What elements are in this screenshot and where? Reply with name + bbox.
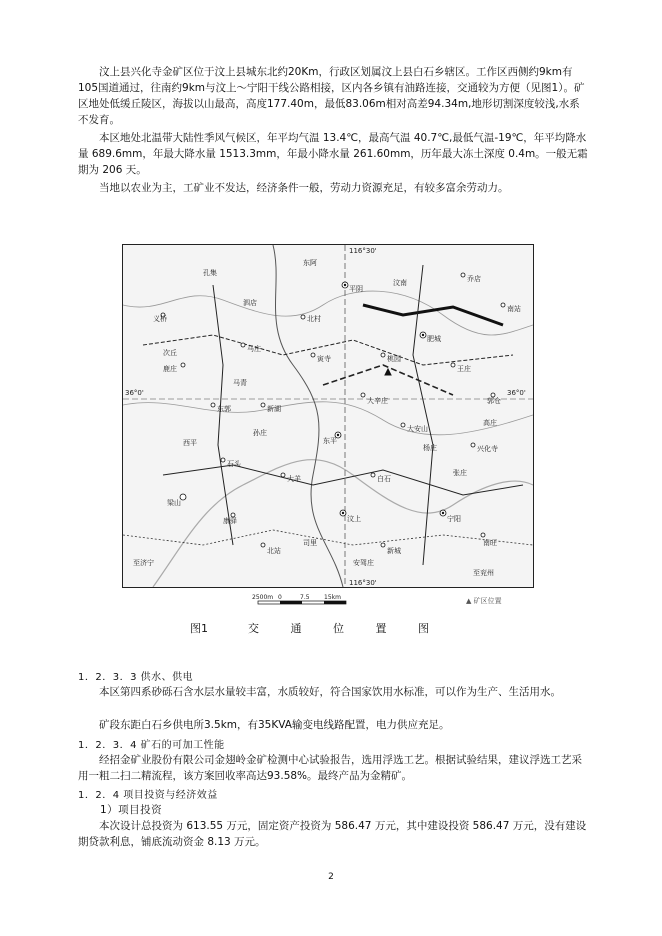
map-place-label: 大安山 [407,425,428,433]
map-place-label: 孙庄 [253,429,267,437]
map-place-label: 新湖 [267,405,281,413]
map-place-label: 司里 [303,539,317,547]
section-heading-ore-processing: 1．2．3．4 矿石的可加工性能 [78,740,225,751]
map-place-label: 杨庄 [423,444,437,452]
intro-paragraph-3: 当地以农业为主，工矿业不发达，经济条件一般，劳动力资源充足，有较多富余劳动力。 [99,182,509,194]
map-place-label: 西平 [183,439,197,447]
scale-label-2: 0 [278,594,282,601]
map-legend [466,596,502,606]
coord-top: 116°30' [349,247,377,255]
map-place-label: 王庄 [457,365,471,373]
map-place-label: 义桥 [153,315,167,323]
scale-label-1: 2500m [252,594,274,601]
map-place-label: 乔店 [467,275,481,283]
page-number: 2 [328,872,334,882]
map-place-label: 鹿庄 [163,365,177,373]
figure-label: 图1 [190,622,208,635]
map-place-label: 安驾庄 [353,559,374,567]
subheading-investment: 1）项目投资 [100,804,163,816]
map-place-label: 汶南 [393,279,407,287]
map-place-label: 次丘 [163,349,177,357]
map-place-label: 北村 [307,315,321,323]
map-place-label: 郭仓 [487,397,501,405]
map-place-label: 东平 [323,437,337,445]
coord-right: 36°0' [507,389,526,397]
intro-paragraph-2: 本区地处北温带大陆性季风气候区，年平均气温 13.4℃，最高气温 40.7℃,最低气温-19℃，年平均降水量 689.6mm，年最大降水量 1513.3mm，年最小降水量 261.60mm，历年最大冻土深度 0.4m。一般无霜期为 206 天。 [78,132,588,176]
map-place-label: 梁山 [167,499,181,507]
mine-location-marker [385,369,391,375]
water-supply-paragraph: 本区第四系砂砾石含水层水量较丰富，水质较好，符合国家饮用水标准，可以作为生产、生活用水。 [99,686,561,698]
map-place-label: 平阴 [349,285,363,293]
section-heading-investment: 1．2．4 项目投资与经济效益 [78,790,218,801]
map-place-label: 至兖州 [473,569,494,577]
map-place-label: 马庄 [247,345,261,353]
intro-paragraph-1: 汶上县兴化寺金矿区位于汶上县城东北约20Km，行政区划属汶上县白石乡辖区。工作区西侧约9km有105国道通过，往南约9km与汶上～宁阳干线公路相接，区内各乡镇有油路连接，交通较为方便（见图1）。矿区地处低缓丘陵区，海拔以山最高，高度177.40m，最低83.06m相对高差94.34m,地形切割深度较浅,水系不发育。 [78,66,585,126]
figure-title: 交 通 位 置 图 [248,622,443,635]
map-place-label: 南旺 [483,539,497,547]
legend-text: 矿区位置 [473,597,502,605]
coord-left: 36°0' [125,389,144,397]
map-place-label: 东阿 [303,259,317,267]
investment-paragraph: 本次设计总投资为 613.55 万元，固定资产投资为 586.47 万元，其中建设投资 586.47 万元，没有建设期贷款利息，铺底流动资金 8.13 万元。 [78,820,587,848]
map-place-label: 南站 [507,305,521,313]
map-scale-bar [252,592,352,610]
map-place-label: 新城 [387,547,401,555]
map-place-label: 肥城 [427,335,441,343]
section-heading-water-power: 1．2．3．3 供水、供电 [78,672,194,683]
ore-processing-paragraph: 经招金矿业股份有限公司金翅岭金矿检测中心试验报告，选用浮选工艺。根据试验结果，建议浮选工艺采用一粗二扫二精流程，该方案回收率高达93.58%。最终产品为金精矿。 [78,754,582,782]
map-place-label: 石头 [227,460,241,468]
coord-bottom: 116°30' [349,579,377,587]
scale-label-4: 15km [324,594,341,601]
map-place-label: 汶上 [347,515,361,523]
map-place-label: 高庄 [483,419,497,427]
map-place-label: 孔集 [203,269,217,277]
map-place-label: 泗店 [243,299,257,307]
map-place-label: 白石 [377,475,391,483]
map-drawing [123,245,533,587]
map-place-label: 北站 [267,547,281,555]
map-place-label: 康驿 [223,517,237,525]
map-place-label: 大羊 [287,475,301,483]
map-place-label: 大辛庄 [367,397,388,405]
map-place-label: 马青 [233,379,247,387]
scale-label-3: 7.5 [300,594,310,601]
map-place-label: 至济宁 [133,559,154,567]
map-place-label: 寅寺 [317,355,331,363]
mine-legend-icon: ▲ [466,597,472,605]
map-place-label: 兴化寺 [477,445,498,453]
power-supply-paragraph: 矿段东距白石乡供电所3.5km，有35KVA输变电线路配置，电力供应充足。 [99,719,450,731]
map-place-label: 宁阳 [447,515,461,523]
map-place-label: 桃园 [387,355,401,363]
traffic-location-map [122,244,534,588]
map-place-label: 张庄 [453,469,467,477]
map-place-label: 东郭 [217,405,231,413]
